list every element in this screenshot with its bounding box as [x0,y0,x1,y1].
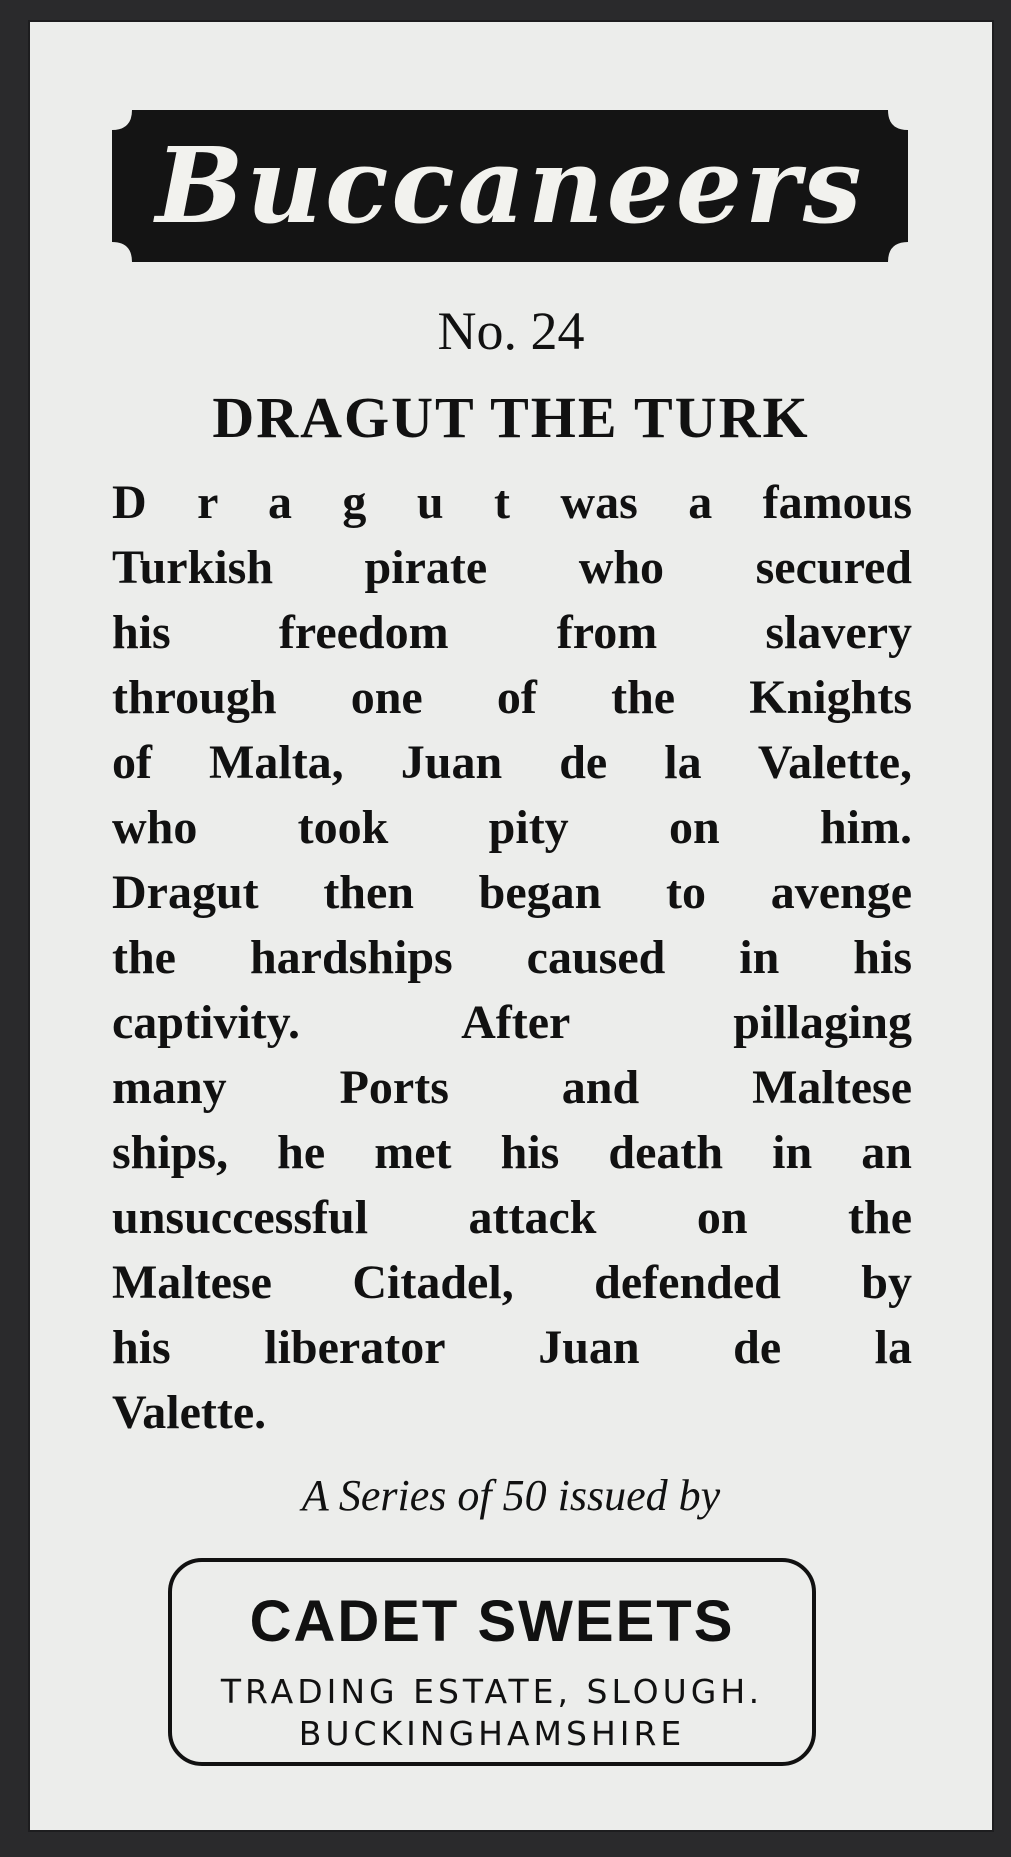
trading-card [30,22,992,1830]
description-line: the hardships caused in his [112,931,912,984]
company-address-line1: TRADING ESTATE, SLOUGH. [220,1672,764,1711]
company-address-line2: BUCKINGHAMSHIRE [298,1714,686,1753]
description-line: his liberator Juan de la [112,1321,912,1374]
series-title: Buccaneers [155,124,865,247]
description-line: D r a g u t was a famous [112,476,912,529]
description-line: who took pity on him. [112,801,912,854]
company-label [168,1558,816,1766]
card-description [112,470,912,1445]
card-number: No. 24 [437,301,585,361]
description-line: Dragut then began to avenge [112,866,912,919]
description-line: Turkish pirate who secured [112,541,912,594]
description-line: captivity. After pillaging [112,996,912,1049]
company-name: CADET SWEETS [249,1589,735,1654]
description-line: of Malta, Juan de la Valette, [112,736,912,789]
description-line: Valette. [112,1386,267,1439]
description-line: unsuccessful attack on the [112,1191,912,1244]
description-line: many Ports and Maltese [112,1061,912,1114]
card-title: DRAGUT THE TURK [212,385,810,450]
series-issued-note: A Series of 50 issued by [301,1471,721,1520]
description-line: through one of the Knights [112,671,912,724]
series-banner [112,110,908,262]
description-line: ships, he met his death in an [112,1126,912,1179]
description-line: Maltese Citadel, defended by [112,1256,912,1309]
description-line: his freedom from slavery [112,606,912,659]
